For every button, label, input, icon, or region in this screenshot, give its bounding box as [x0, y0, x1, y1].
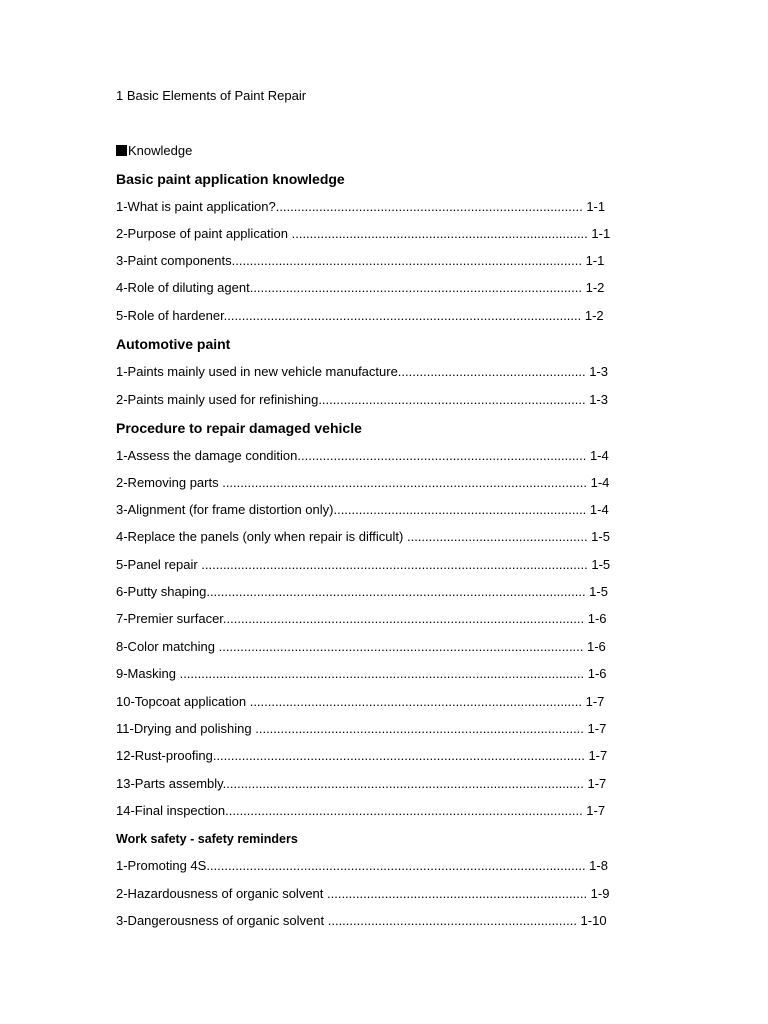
toc-entry: 3-Paint components................................................................................................. 1-1: [116, 253, 605, 268]
knowledge-label: [116, 143, 192, 159]
section-heading: Work safety - safety reminders: [116, 832, 298, 846]
toc-entry: 1-What is paint application?..................................................................................... 1-1: [116, 199, 606, 214]
toc-entry: 13-Parts assembly.................................................................................................... 1-7: [116, 776, 607, 791]
toc-entry: 11-Drying and polishing ........................................................................................... 1-7: [116, 721, 607, 736]
section-heading: Automotive paint: [116, 336, 231, 352]
toc-entry: 3-Dangerousness of organic solvent ..................................................................... 1-10: [116, 913, 607, 928]
section-heading: Procedure to repair damaged vehicle: [116, 420, 362, 436]
toc-entry: 2-Hazardousness of organic solvent ........................................................................ 1-9: [116, 886, 610, 901]
toc-entry: 1-Assess the damage condition................................................................................ 1-4: [116, 448, 609, 463]
toc-entry: 9-Masking ................................................................................................................ 1-6: [116, 666, 607, 681]
toc-entry: 4-Replace the panels (only when repair is difficult) .................................................. 1-5: [116, 529, 610, 544]
toc-entry: 5-Panel repair ........................................................................................................... 1-5: [116, 557, 611, 572]
toc-entry: 8-Color matching ..................................................................................................... 1-6: [116, 639, 606, 654]
toc-entry: 1-Promoting 4S......................................................................................................... 1-8: [116, 858, 608, 873]
toc-entry: 2-Paints mainly used for refinishing.......................................................................... 1-3: [116, 392, 608, 407]
toc-entry: 4-Role of diluting agent............................................................................................ 1-2: [116, 280, 605, 295]
toc-entry: 10-Topcoat application ............................................................................................ 1-7: [116, 694, 605, 709]
toc-entry: 6-Putty shaping......................................................................................................... 1-5: [116, 584, 608, 599]
toc-entry: 12-Rust-proofing....................................................................................................... 1-7: [116, 748, 608, 763]
toc-entry: 7-Premier surfacer.................................................................................................... 1-6: [116, 611, 607, 626]
toc-entry: 3-Alignment (for frame distortion only)...................................................................... 1-4: [116, 502, 609, 517]
black-square-bullet-icon: [116, 145, 127, 156]
toc-entry: 2-Purpose of paint application .................................................................................. 1-1: [116, 226, 611, 241]
toc-entry: 14-Final inspection................................................................................................... 1-7: [116, 803, 606, 818]
knowledge-text: Knowledge: [128, 143, 193, 158]
toc-entry: 2-Removing parts ..................................................................................................... 1-4: [116, 475, 610, 490]
document-title: 1 Basic Elements of Paint Repair: [116, 88, 307, 103]
section-heading: Basic paint application knowledge: [116, 171, 345, 187]
toc-entry: 1-Paints mainly used in new vehicle manufacture.................................................... 1-3: [116, 364, 609, 379]
toc-entry: 5-Role of hardener................................................................................................... 1-2: [116, 308, 604, 323]
document-page: [116, 0, 636, 1024]
